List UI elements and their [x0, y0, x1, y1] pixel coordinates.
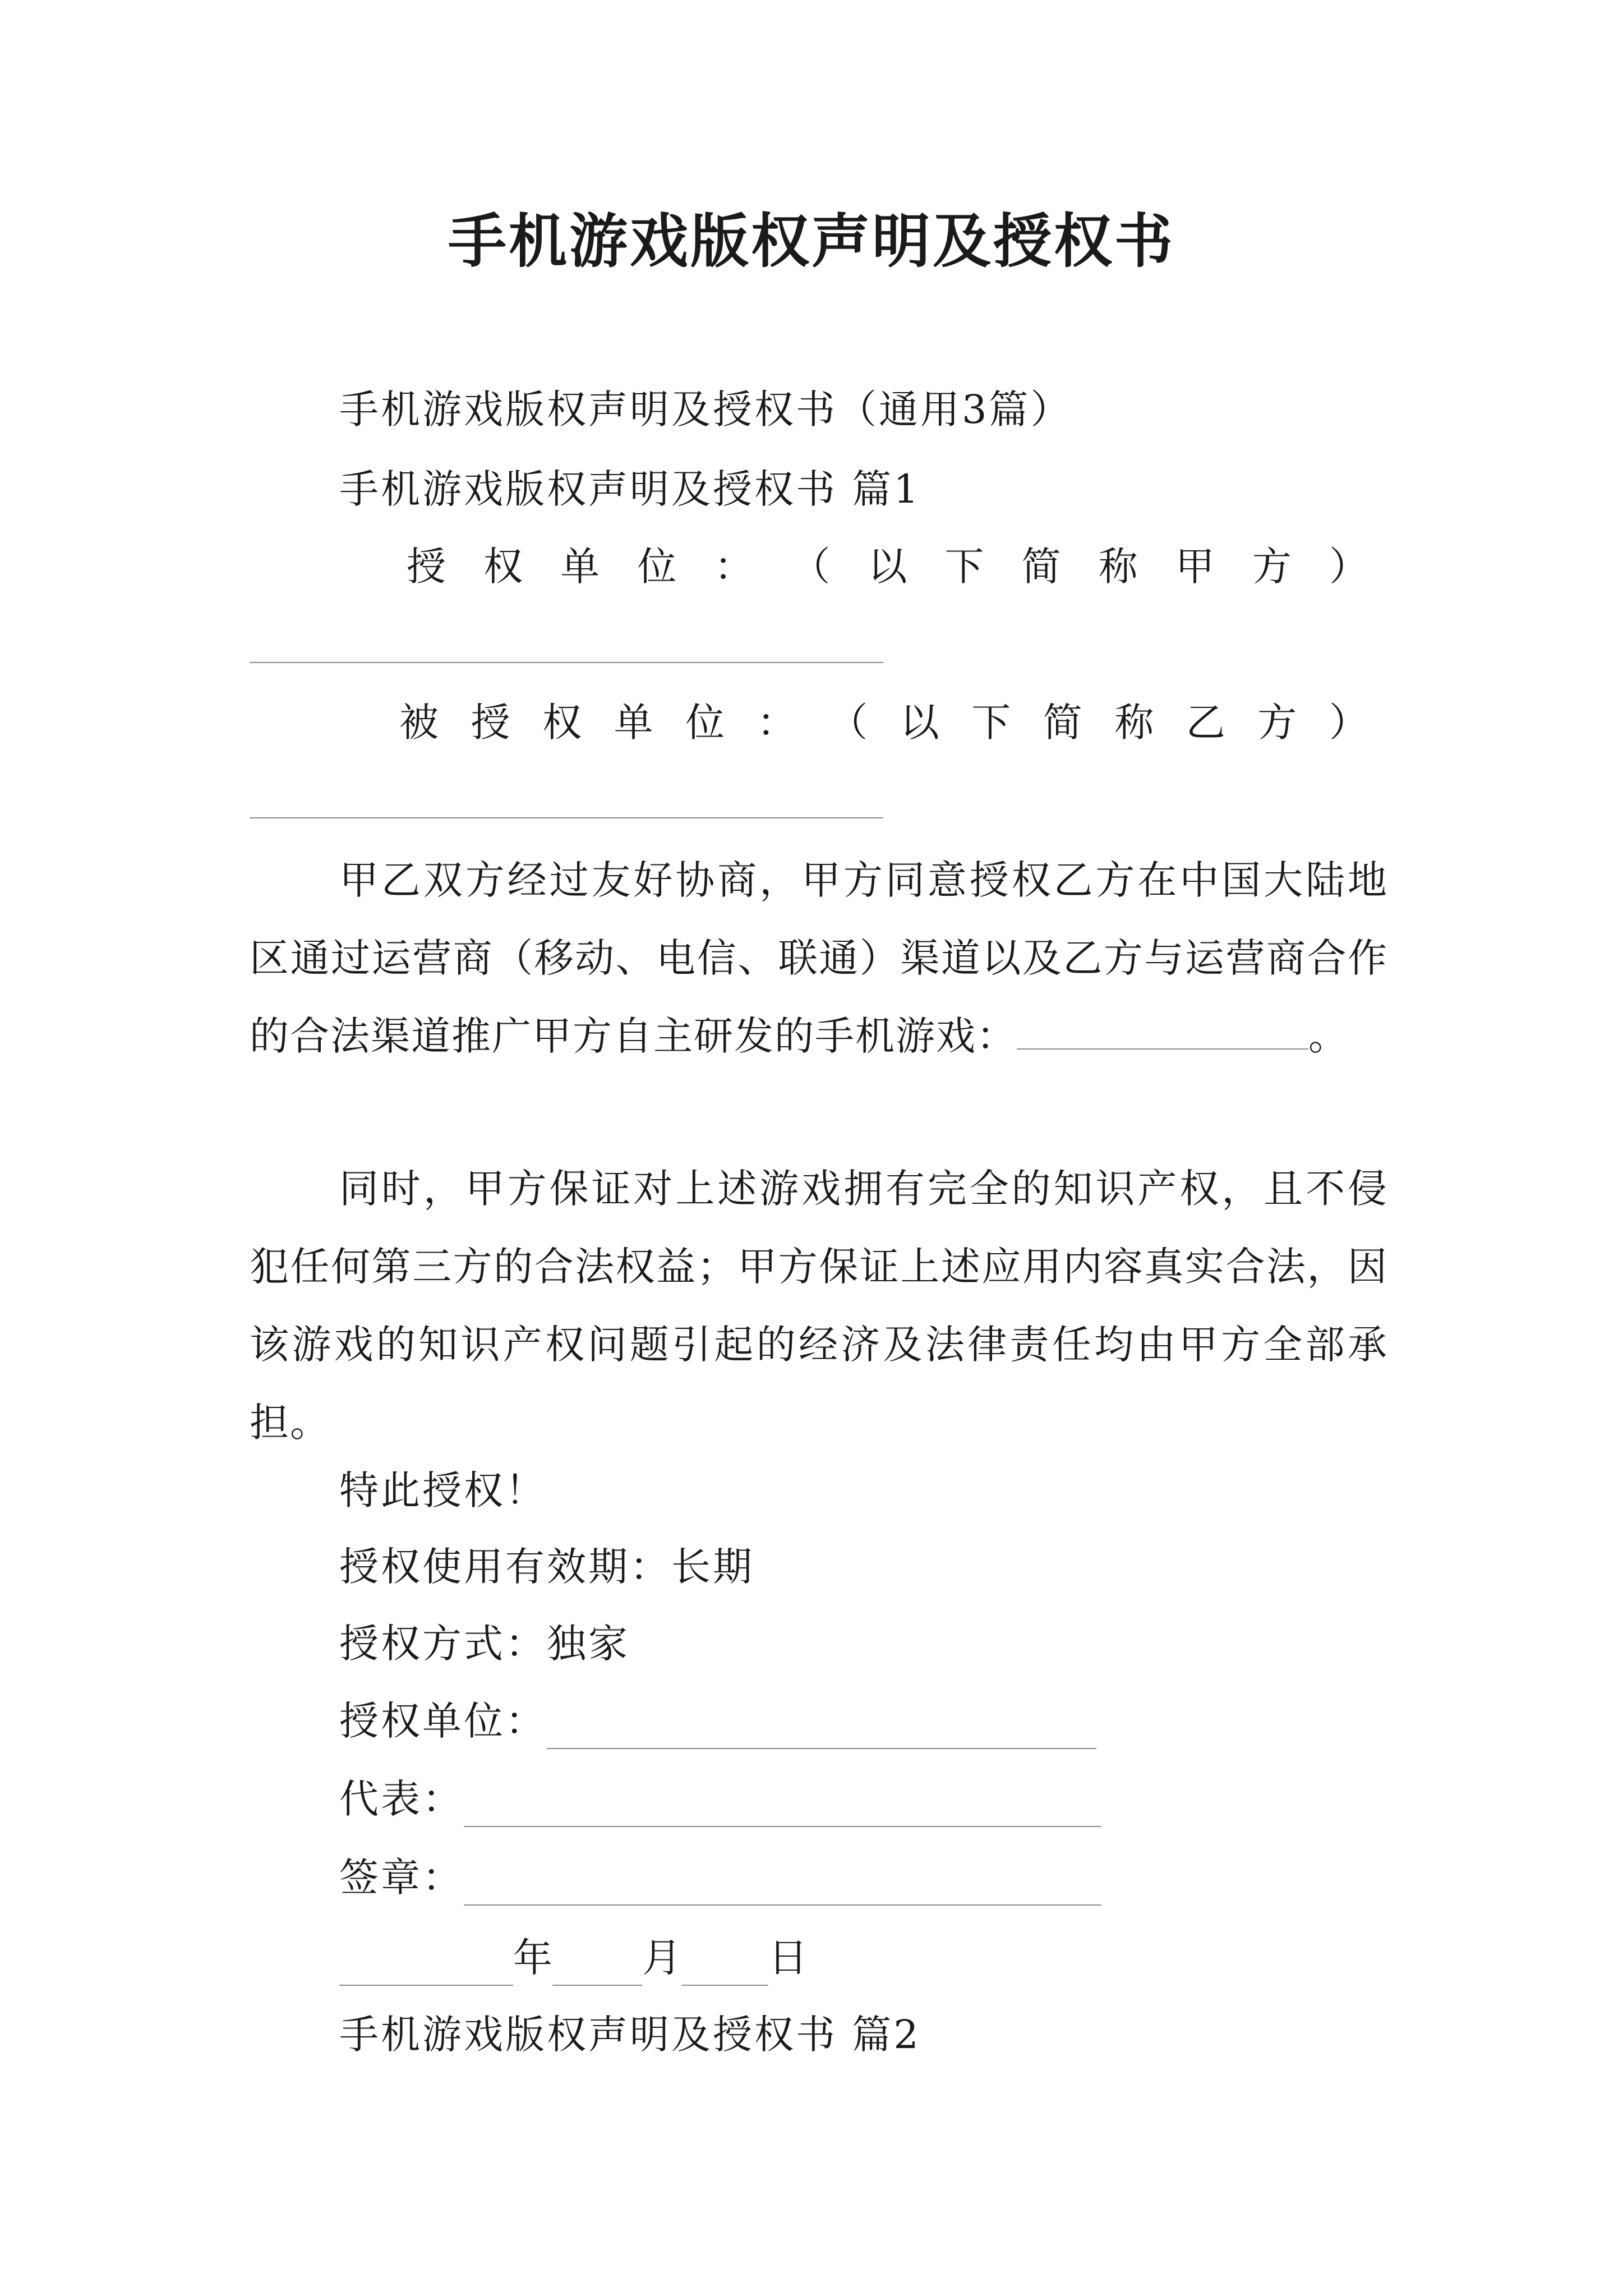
authorizing-unit-label: 授权单位： — [339, 1698, 547, 1744]
grantee-char: 权 — [542, 700, 582, 746]
guarantee-paragraph: 同时，甲方保证对上述游戏拥有完全的知识产权，且不侵犯任何第三方的合法权益；甲方保证上述应用内容真实合法，因该游戏的知识产权问题引起的经济及法律责任均由甲方全部承担。 — [250, 1166, 1388, 1446]
grantor-char: （ — [791, 544, 831, 590]
seal-field — [339, 1849, 1101, 1906]
special-authorization: 特此授权！ — [339, 1467, 547, 1513]
grantee-char: 方 — [1257, 700, 1297, 746]
grantor-blank-line — [250, 662, 883, 663]
grantee-char: 被 — [399, 700, 439, 746]
grantor-char: ： — [714, 544, 754, 590]
grantor-char: 单 — [560, 544, 600, 590]
grantee-char: 称 — [1114, 700, 1154, 746]
grantor-char: 甲 — [1175, 544, 1215, 590]
document-subtitle: 手机游戏版权声明及授权书（通用3篇） — [339, 386, 1072, 432]
agreement-end: 。 — [1308, 1013, 1349, 1059]
year-label: 年 — [513, 1935, 552, 1981]
representative-blank — [464, 1781, 1101, 1827]
grantor-char: 授 — [407, 544, 446, 590]
grantor-char: ） — [1329, 544, 1368, 590]
year-blank — [339, 1940, 513, 1986]
grantor-char: 称 — [1098, 544, 1138, 590]
grantee-char: 以 — [900, 700, 939, 746]
grantee-char: 位 — [685, 700, 725, 746]
grantee-char: （ — [828, 700, 868, 746]
grantee-char: 乙 — [1186, 700, 1225, 746]
grantee-char: 简 — [1043, 700, 1082, 746]
grantor-char: 方 — [1252, 544, 1292, 590]
agreement-paragraph — [250, 841, 1388, 1075]
day-blank — [681, 1940, 768, 1986]
date-field — [339, 1930, 808, 1986]
game-name-blank — [1017, 1015, 1308, 1050]
grantee-char: 单 — [614, 700, 653, 746]
validity-period: 授权使用有效期：长期 — [339, 1544, 754, 1590]
document-title: 手机游戏版权声明及授权书 — [448, 206, 1175, 275]
grantee-char: ） — [1329, 700, 1368, 746]
grantor-char: 位 — [637, 544, 677, 590]
agreement-text: 甲乙双方经过友好协商，甲方同意授权乙方在中国大陆地区通过运营商（移动、电信、联通）渠道以及乙方与运营商合作的合法渠道推广甲方自主研发的手机游戏： — [250, 857, 1388, 1059]
authorizing-unit-blank — [547, 1703, 1096, 1749]
month-blank — [552, 1940, 642, 1986]
grantor-char: 以 — [868, 544, 907, 590]
grantee-label-row — [399, 694, 1368, 751]
authorizing-unit-field — [339, 1693, 1096, 1749]
representative-field — [339, 1771, 1101, 1827]
grantee-char: 下 — [971, 700, 1011, 746]
seal-blank — [464, 1860, 1101, 1906]
grantor-label-row — [407, 539, 1368, 595]
grantee-char: ： — [757, 700, 796, 746]
seal-label: 签章： — [339, 1855, 464, 1901]
day-label: 日 — [768, 1935, 808, 1981]
grantee-blank-line — [250, 817, 883, 818]
month-label: 月 — [642, 1935, 681, 1981]
authorization-method: 授权方式：独家 — [339, 1621, 630, 1667]
grantor-char: 权 — [483, 544, 523, 590]
grantee-char: 授 — [471, 700, 510, 746]
part2-heading: 手机游戏版权声明及授权书 篇2 — [339, 2012, 921, 2058]
representative-label: 代表： — [339, 1776, 464, 1822]
part1-heading: 手机游戏版权声明及授权书 篇1 — [339, 466, 921, 512]
grantor-char: 简 — [1021, 544, 1061, 590]
grantor-char: 下 — [944, 544, 984, 590]
